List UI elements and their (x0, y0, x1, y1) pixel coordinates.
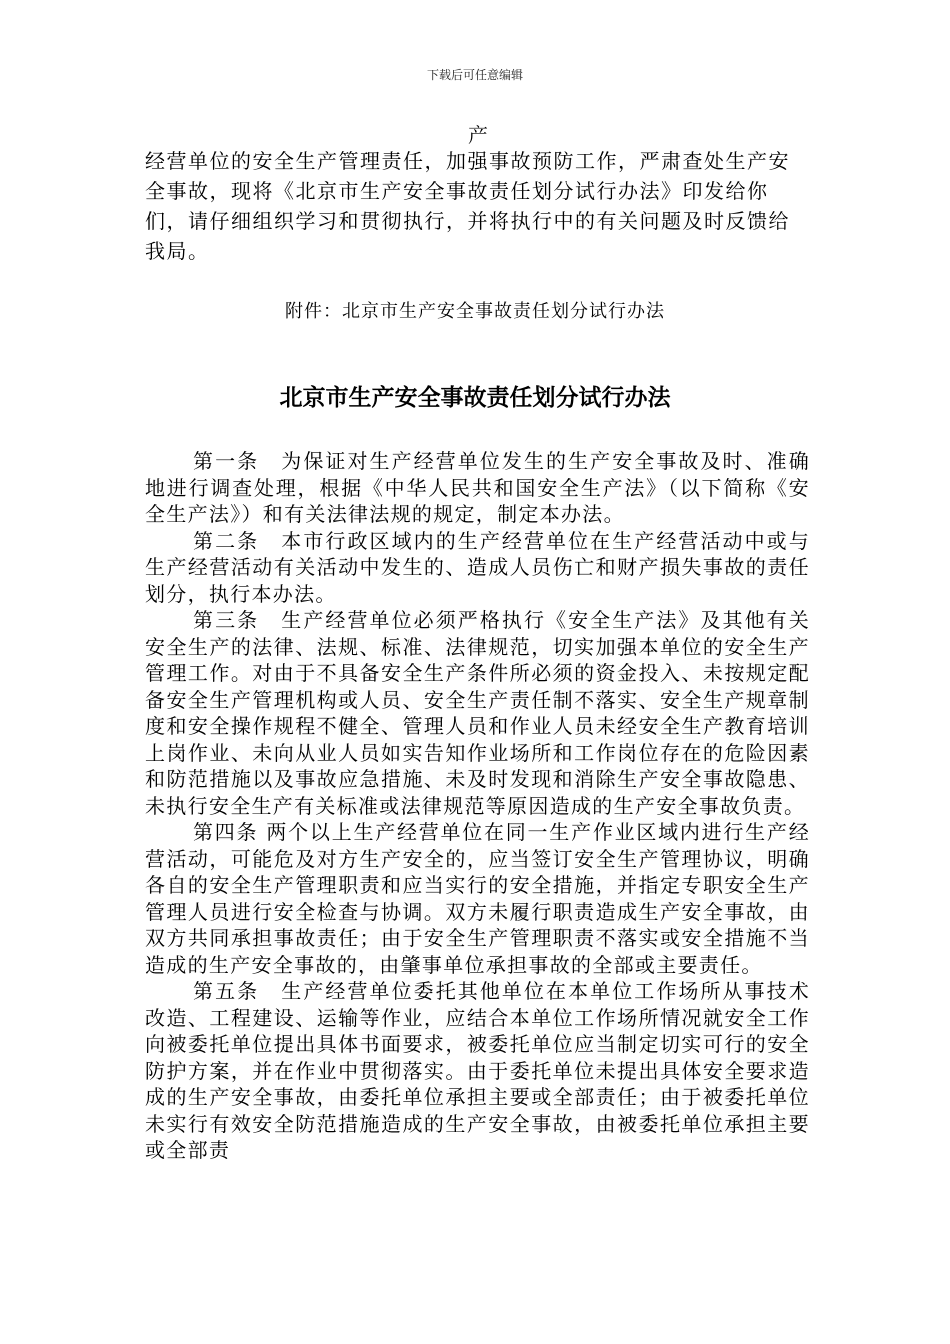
article-3: 第三条 生产经营单位必须严格执行《安全生产法》及其他有关安全生产的法律、法规、标准、法律规范，切实加强本单位的安全生产管理工作。对由于不具备安全生产条件所必须的资金投入、未按规定配备安全生产管理机构或人员、安全生产责任制不落实、安全生产规章制度和安全操作规程不健全、管理人员和作业人员未经安全生产教育培训上岗作业、未向从业人员如实告知作业场所和工作岗位存在的危险因素和防范措施以及事故应急措施、未及时发现和消除生产安全事故隐患、未执行安全生产有关标准或法律规范等原因造成的生产安全事故负责。 (145, 608, 810, 818)
document-body (145, 448, 810, 1164)
attachment-line: 附件：北京市生产安全事故责任划分试行办法 (285, 301, 665, 322)
document-title: 北京市生产安全事故责任划分试行办法 (279, 385, 671, 411)
article-1: 第一条 为保证对生产经营单位发生的生产安全事故及时、准确地进行调查处理，根据《中华人民共和国安全生产法》（以下简称《安全生产法》）和有关法律法规的规定，制定本办法。 (145, 449, 810, 526)
intro-paragraph: 经营单位的安全生产管理责任，加强事故预防工作，严肃查处生产安全事故，现将《北京市生产安全事故责任划分试行办法》印发给你们，请仔细组织学习和贯彻执行，并将执行中的有关问题及时反馈给我局。 (145, 149, 790, 263)
article-4: 第四条 两个以上生产经营单位在同一生产作业区域内进行生产经营活动，可能危及对方生产安全的，应当签订安全生产管理协议，明确各自的安全生产管理职责和应当实行的安全措施，并指定专职安全生产管理人员进行安全检查与协调。双方未履行职责造成生产安全事故，由双方共同承担事故责任；由于安全生产管理职责不落实或安全措施不当造成的生产安全事故的，由肇事单位承担事故的全部或主要责任。 (145, 820, 810, 977)
article-2: 第二条 本市行政区域内的生产经营单位在生产经营活动中或与生产经营活动有关活动中发生的、造成人员伤亡和财产损失事故的责任划分，执行本办法。 (145, 528, 810, 606)
continued-text-fragment: 产 (468, 123, 488, 147)
page-header-note: 下载后可任意编辑 (426, 68, 523, 82)
article-5: 第五条 生产经营单位委托其他单位在本单位工作场所从事技术改造、工程建设、运输等作业，应结合本单位工作场所情况就安全工作向被委托单位提出具体书面要求，被委托单位应当制定切实可行的安全防护方案，并在作业中贯彻落实。由于委托单位未提出具体安全要求造成的生产安全事故，由委托单位承担主要或全部责任；由于被委托单位未实行有效安全防范措施造成的生产安全事故，由被委托单位承担主要或全部责 (145, 979, 810, 1162)
